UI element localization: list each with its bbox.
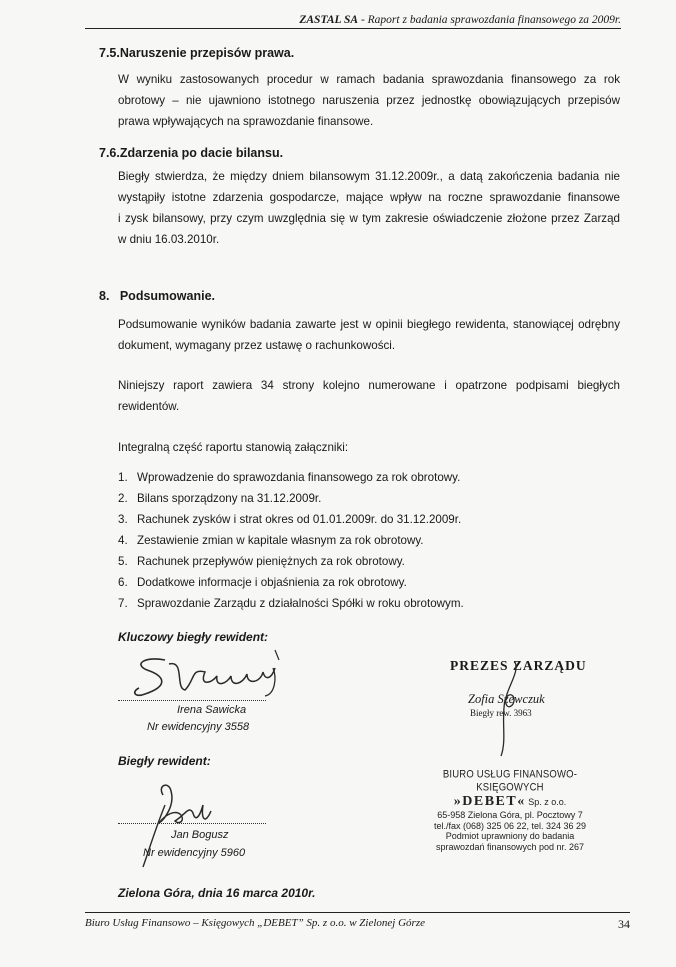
page-number: 34 [618,917,630,931]
page-footer [85,912,630,929]
auditor-signature-line [118,823,266,824]
attachment-num: 6. [118,576,128,589]
section-7-5-line-1: W wyniku zastosowanych procedur w ramach badania sprawozdania finansowego za rok [118,73,620,86]
president-stamp-name: Zofia Szewczuk [468,692,545,706]
auditor-name: Jan Bogusz [171,829,229,841]
header-title: - Raport z badania sprawozdania finansowego za 2009r. [358,14,621,26]
attachment-text: Bilans sporządzony na 31.12.2009r. [137,492,322,505]
attachment-num: 5. [118,555,128,568]
section-8-heading: 8. Podsumowanie. [99,289,215,303]
section-7-5-line-2: obrotowy – nie ujawniono istotnego naruszenia przez jednostkę obowiązujących przepisów [118,94,620,107]
auditor-caption: Biegły rewident: [118,754,211,768]
attachment-item [118,492,321,505]
attachment-item [118,555,405,568]
attachment-num: 1. [118,471,128,484]
attachment-text: Wprowadzenie do sprawozdania finansowego za rok obrotowy. [137,471,461,484]
president-stamp-reg: Biegły rew. 3963 [470,708,532,718]
header-company: ZASTAL SA [299,14,359,26]
key-auditor-name: Irena Sawicka [177,704,247,716]
company-stamp [430,767,590,852]
company-stamp-address: 65-958 Zielona Góra, pl. Pocztowy 7 [437,810,583,820]
attachments-intro: Integralną część raportu stanowią załączniki: [118,441,349,454]
section-7-6-line-1: Biegły stwierdza, że między dniem bilansowym 31.12.2009r., a datą zakończenia badania nie [118,170,620,183]
company-stamp-brand: »DEBET« [453,794,526,809]
section-7-5-heading: 7.5.Naruszenie przepisów prawa. [99,46,295,60]
section-7-6-heading: 7.6.Zdarzenia po dacie bilansu. [99,146,284,160]
summary-para-1-line-2: dokument, wymagany przez ustawę o rachunkowości. [118,339,396,352]
key-auditor-reg-number: Nr ewidencyjny 3558 [147,721,250,733]
attachment-item [118,597,464,610]
footer-text: Biuro Usług Finansowo – Księgowych „DEBET” Sp. z o.o. w Zielonej Górze [85,917,425,929]
attachment-text: Zestawienie zmian w kapitale własnym za rok obrotowy. [137,534,424,547]
company-stamp-licence-2: sprawozdań finansowych pod nr. 267 [435,841,585,852]
section-7-6-line-4: w dniu 16.03.2010r. [118,233,220,246]
section-7-5-line-3: prawa wpływających na sprawozdanie finansowe. [118,115,374,128]
company-stamp-name [430,794,590,810]
auditor-reg-number: Nr ewidencyjny 5960 [143,847,246,859]
page-header [85,14,621,29]
president-stamp-title: PREZES ZARZĄDU [450,658,587,673]
company-stamp-suffix: Sp. z o.o. [525,797,567,807]
summary-para-1-line-1: Podsumowanie wyników badania zawarte jest w opinii biegłego rewidenta, stanowiącej odrębny [118,318,620,331]
company-stamp-line-1: BIURO USŁUG FINANSOWO-KSIĘGOWYCH [442,767,578,795]
attachment-item [118,576,407,589]
attachment-item [118,471,460,484]
attachment-item [118,513,461,526]
key-auditor-caption: Kluczowy biegły rewident: [118,630,269,644]
company-stamp-licence-1: Podmiot uprawniony do badania [445,831,575,841]
section-7-6-line-3: i zysk bilansowy, przy czym uwzględnia się w tym zakresie oświadczenie złożone przez Zarząd [118,212,620,225]
key-auditor-signature-line [118,700,266,701]
summary-para-2-line-2: rewidentów. [118,400,180,413]
attachment-text: Sprawozdanie Zarządu z działalności Spółki w roku obrotowym. [137,597,464,610]
attachment-text: Rachunek zysków i strat okres od 01.01.2009r. do 31.12.2009r. [137,513,462,526]
attachment-num: 7. [118,597,128,610]
section-7-6-line-2: wystąpiły istotne zdarzenia gospodarcze, mające wpływ na roczne sprawozdanie finansowe [118,191,620,204]
president-signature [495,660,525,760]
attachment-num: 3. [118,513,128,526]
attachment-num: 4. [118,534,128,547]
place-and-date: Zielona Góra, dnia 16 marca 2010r. [118,886,316,900]
attachment-item [118,534,424,547]
attachment-text: Rachunek przepływów pieniężnych za rok obrotowy. [137,555,405,568]
attachment-text: Dodatkowe informacje i objaśnienia za rok obrotowy. [137,576,407,589]
company-stamp-phone: tel./fax (068) 325 06 22, tel. 324 36 29 [433,820,587,831]
summary-para-2-line-1: Niniejszy raport zawiera 34 strony kolejno numerowane i opatrzone podpisami biegłych [118,379,620,392]
attachment-num: 2. [118,492,128,505]
key-auditor-signature [125,650,295,705]
